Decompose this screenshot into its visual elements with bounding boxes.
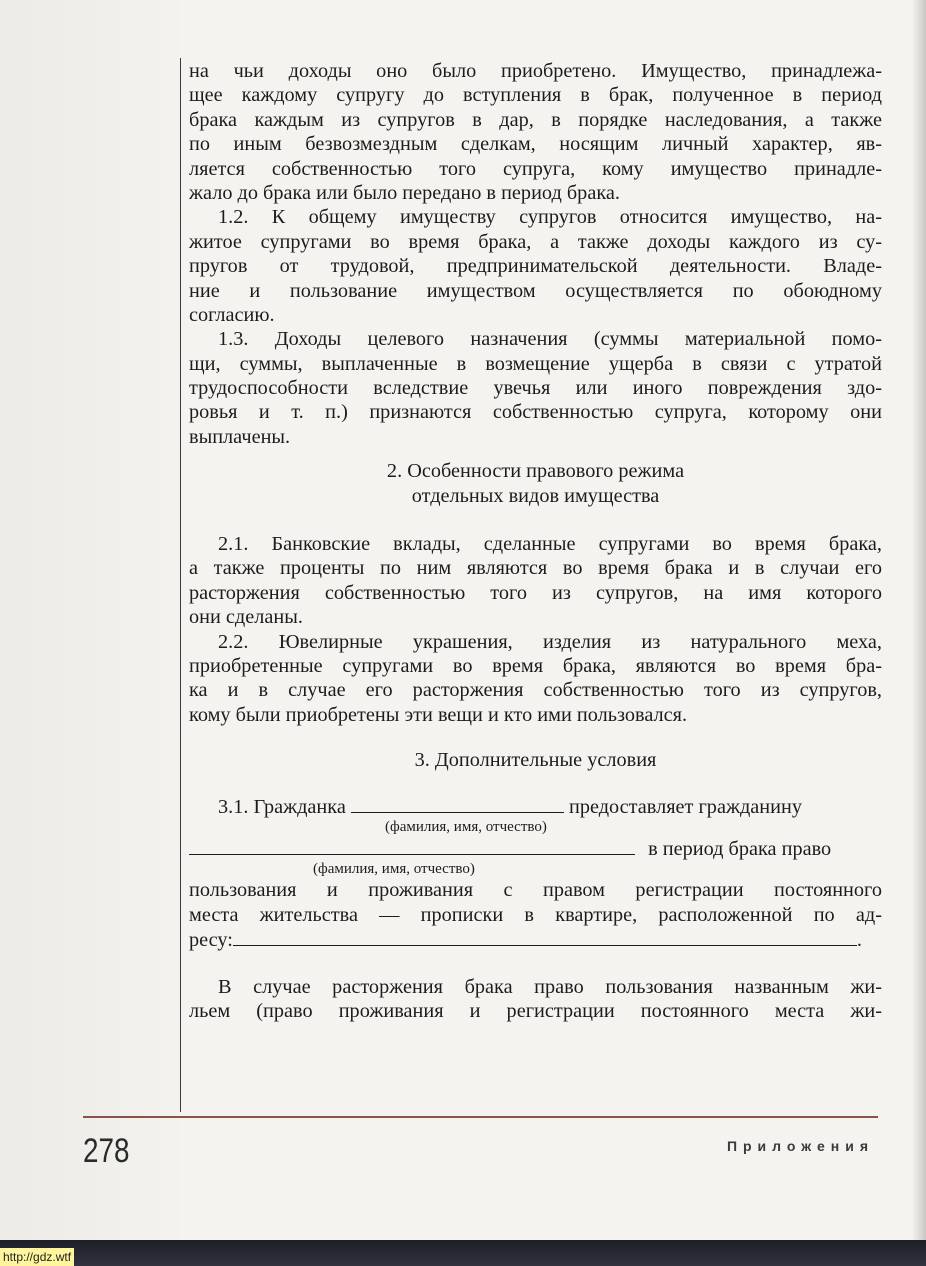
text-line: льем (право проживания и регистрации постоянного места жи- <box>189 999 882 1022</box>
heading-line: 2. Особенности правового режима <box>386 460 685 483</box>
paragraph-2-1 <box>189 532 882 630</box>
text-line: 1.2. К общему имуществу супругов относится имущество, на- <box>218 206 882 229</box>
scan-bottom-edge <box>0 1240 926 1266</box>
text-line: щее каждому супругу до вступления в брак, полученное в период <box>189 84 882 107</box>
text-line: по иным безвозмездным сделкам, носящим личный характер, яв- <box>189 133 882 156</box>
footer-rule <box>83 1116 878 1118</box>
paragraph-1-2 <box>189 205 882 327</box>
text-line: 1.3. Доходы целевого назначения (суммы материальной помо- <box>218 328 882 351</box>
text-line: брака каждым из супругов в дар, в порядке наследования, а также <box>189 108 882 131</box>
watermark-url: http://gdz.wtf <box>0 1248 74 1266</box>
name-blank-1[interactable] <box>351 794 564 813</box>
text-line: щи, суммы, выплаченные в возмещение ущерба в связи с утратой <box>189 352 882 375</box>
field-caption: (фамилия, имя, отчество) <box>313 861 475 878</box>
paragraph-1 <box>189 59 882 205</box>
left-page-bleed <box>0 0 180 1240</box>
text-line: согласию. <box>189 303 275 326</box>
name-blank-2[interactable] <box>189 836 635 855</box>
text-line: пругов от трудовой, предпринимательской деятельности. Владе- <box>189 255 882 278</box>
address-blank[interactable] <box>233 927 857 946</box>
text-line <box>189 794 882 818</box>
text-line: ние и пользование имуществом осуществляется по обоюдному <box>189 279 882 302</box>
text-line: места жительства — прописки в квартире, расположенной по ад- <box>189 903 882 926</box>
text-line: а также проценты по ним являются во время брака и в случаи его <box>189 557 882 580</box>
text-line: расторжения собственностью того из супругов, на имя которого <box>189 581 882 604</box>
text-line: трудоспособности вследствие увечья или иного повреждения здо- <box>189 377 882 400</box>
text-line <box>189 836 882 860</box>
address-label: ресу: <box>189 929 233 952</box>
paragraph-final <box>189 975 882 1024</box>
text-line <box>189 927 882 951</box>
section-2-heading <box>189 459 882 508</box>
clause-3-1 <box>189 794 882 952</box>
text-line: они сделаны. <box>189 606 303 629</box>
text-line: ляется собственностью того супруга, кому имущество принадле- <box>189 157 882 180</box>
document-body <box>189 59 882 1023</box>
text-line: В случае расторжения брака право пользования названным жи- <box>218 975 882 998</box>
text-line: на чьи доходы оно было приобретено. Имущество, принадлежа- <box>189 60 882 82</box>
period: . <box>856 929 862 952</box>
text-line: выплачены. <box>189 425 291 448</box>
text-line: пользования и проживания с правом регистрации постоянного <box>189 879 882 902</box>
running-footer: Приложения <box>726 1138 874 1154</box>
clause-continuation: предоставляет гражданину <box>568 795 802 818</box>
page-edge-shadow <box>912 0 926 1240</box>
field-caption: (фамилия, имя, отчество) <box>385 818 547 835</box>
text-line: 2.1. Банковские вклады, сделанные супругами во время брака, <box>218 533 882 556</box>
clause-continuation: в период брака право <box>648 837 832 860</box>
text-line: приобретенные супругами во время брака, являются во время бра- <box>189 654 882 677</box>
margin-rule <box>180 58 181 1112</box>
text-line: житое супругами во время брака, а также доходы каждого из су- <box>189 230 882 253</box>
clause-start: 3.1. Гражданка <box>218 795 346 818</box>
text-line: ка и в случае его расторжения собственностью того из супругов, <box>189 679 882 702</box>
text-line: ровья и т. п.) признаются собственностью супруга, которому они <box>189 401 882 424</box>
section-3-heading: 3. Дополнительные условия <box>414 749 657 772</box>
text-line: кому были приобретены эти вещи и кто ими пользовался. <box>189 703 688 726</box>
text-line: 2.2. Ювелирные украшения, изделия из натурального меха, <box>218 630 882 653</box>
page-number: 278 <box>83 1132 130 1170</box>
paragraph-2-2 <box>189 630 882 728</box>
paragraph-1-3 <box>189 327 882 449</box>
heading-line: отдельных видов имущества <box>411 484 660 507</box>
text-line: жало до брака или было передано в период брака. <box>189 181 620 204</box>
